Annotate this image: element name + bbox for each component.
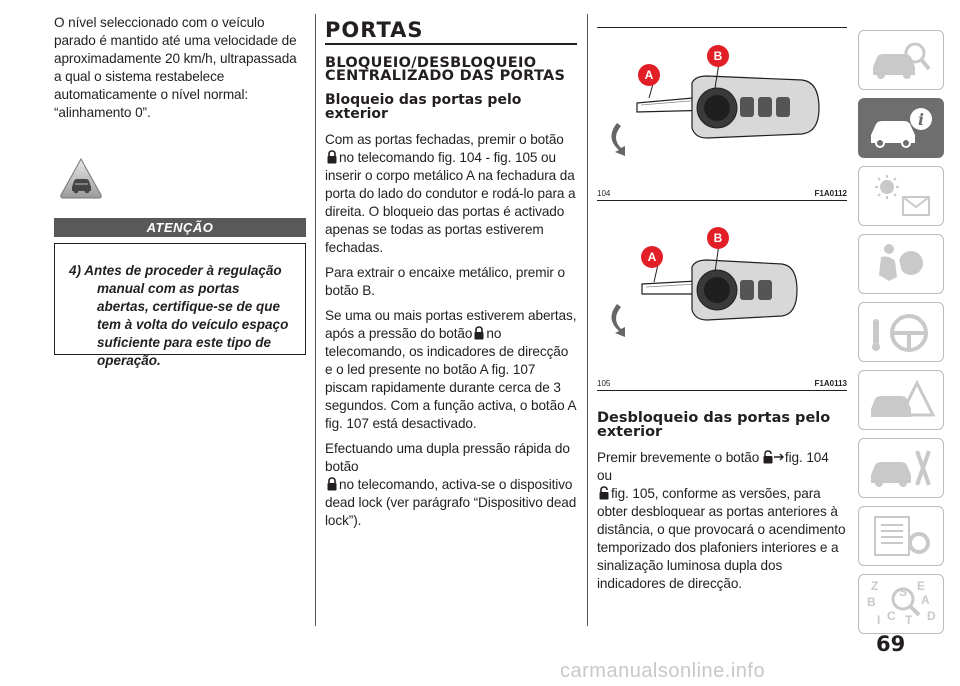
- figure-number: 105: [597, 379, 611, 388]
- tab-technical-data[interactable]: [858, 506, 944, 566]
- index-letter: T: [905, 613, 913, 627]
- paragraph-unlock: [597, 449, 847, 593]
- paragraph-lock-2: Para extrair o encaixe metálico, premir o botão B.: [325, 265, 565, 298]
- index-letter: B: [867, 595, 876, 609]
- safety-airbag-icon: [867, 241, 935, 287]
- index-letter: C: [887, 609, 896, 623]
- section-rule: [325, 43, 577, 45]
- figure-code: F1A0113: [814, 379, 847, 388]
- text-run: no telecomando, activa-se o dispositivo dead lock (ver parágrafo “Dispositivo dead lock”).: [325, 477, 577, 528]
- figure-105: [597, 222, 847, 378]
- svg-text:i: i: [917, 110, 925, 129]
- text-run: Efectuando uma dupla pressão rápida do botão: [325, 441, 570, 474]
- index-letter: S: [899, 585, 908, 599]
- lock-icon: [327, 150, 337, 164]
- warning-number: 4): [69, 263, 82, 278]
- car-info-icon: [867, 105, 935, 151]
- index-letter: Z: [871, 579, 879, 593]
- tab-safety[interactable]: [858, 234, 944, 294]
- page-number: 69: [876, 632, 906, 656]
- section-title: PORTAS: [325, 18, 424, 42]
- tab-index[interactable]: [858, 574, 944, 634]
- text-run: Premir brevemente o botão: [597, 450, 760, 465]
- tab-emergency[interactable]: [858, 370, 944, 430]
- column-divider: [315, 14, 316, 626]
- figure-label-b: B: [713, 231, 723, 245]
- unlock-icon: [599, 486, 609, 500]
- warning-item: [69, 262, 295, 370]
- tab-starting-driving[interactable]: [858, 302, 944, 362]
- paragraph-lock-4: [325, 440, 577, 530]
- text-run: fig. 104 ou: [597, 450, 829, 483]
- heading-lock-exterior: Bloqueio das portas pelo exterior: [325, 92, 522, 122]
- technical-data-icon: [867, 513, 935, 559]
- index-letter: A: [921, 593, 930, 607]
- figure-104: [597, 27, 847, 188]
- column-2: [325, 0, 577, 537]
- text-run: no telecomando fig. 104 - fig. 105 ou inserir o corpo metálico A na fechadura da porta do lado do condutor e rodá-lo para a direita. O bloqueio das portas é activado apenas se todas as portas estiverem fechadas.: [325, 150, 576, 255]
- paragraph-lock-3: [325, 307, 577, 433]
- tab-car-info[interactable]: [858, 98, 944, 158]
- index-letter: D: [927, 609, 936, 623]
- paragraph-lock-1: [325, 131, 577, 257]
- lock-icon: [474, 326, 484, 340]
- starting-driving-icon: [867, 309, 935, 355]
- text-run: Com as portas fechadas, premir o botão: [325, 132, 564, 147]
- index-letter: E: [917, 579, 926, 593]
- heading-unlock-exterior: Desbloqueio das portas pelo exterior: [597, 410, 831, 440]
- tab-maintenance[interactable]: [858, 438, 944, 498]
- figure-caption: [597, 378, 847, 391]
- text-run: no telecomando, os indicadores de direcção e o led presente no botão A fig. 107 piscam rapidamente durante cerca de 3 segundos. Com a função activa, o botão A fig. 107 está desactivado.: [325, 326, 576, 431]
- figure-number: 104: [597, 189, 611, 198]
- chapter-tabs: [858, 30, 944, 642]
- figure-label-a: A: [644, 68, 654, 82]
- warning-box: [54, 243, 306, 368]
- dashboard-icon: [867, 37, 935, 83]
- warning-header: ATENÇÃO: [54, 218, 306, 237]
- figure-code: F1A0112: [814, 189, 847, 198]
- warning-triangle-icon: [59, 157, 103, 201]
- column-1: [54, 0, 306, 368]
- maintenance-icon: [867, 445, 935, 491]
- tab-dashboard[interactable]: [858, 30, 944, 90]
- lock-icon: [327, 477, 337, 491]
- figure-label-b: B: [713, 49, 723, 63]
- figure-caption: [597, 188, 847, 201]
- warning-text: Antes de proceder à regulação manual com as portas abertas, certifique-se de que tem à volta do veículo espaço suficiente para este tipo de operação.: [84, 263, 289, 368]
- unlock-icon: [763, 450, 785, 464]
- emergency-icon: [867, 377, 935, 423]
- watermark: carmanualsonline.info: [560, 660, 766, 682]
- text-run: fig. 105, conforme as versões, para obter desbloquear as portas anteriores à distância, o que provocará o acendimento temporizado dos plafoniers interiores e a sinalização luminosa dupla dos indicadores de direcção.: [597, 486, 846, 591]
- text-run: Se uma ou mais portas estiverem abertas, após a pressão do botão: [325, 308, 577, 341]
- subsection-title: BLOQUEIO/DESBLOQUEIO CENTRALIZADO DAS PORTAS: [325, 55, 566, 84]
- figure-label-a: A: [647, 250, 657, 264]
- key-remote-illustration: [597, 222, 847, 378]
- intro-paragraph: O nível seleccionado com o veículo parado é mantido até uma velocidade de aproximadamente 20 km/h, ultrapassada a qual o sistema restabelece automaticamente o nível normal: “alinhamento 0”.: [54, 15, 297, 120]
- index-letter: I: [877, 613, 881, 627]
- tab-warning-lights[interactable]: [858, 166, 944, 226]
- column-3: [597, 0, 847, 600]
- column-divider: [587, 14, 588, 626]
- warning-lights-icon: [867, 173, 935, 219]
